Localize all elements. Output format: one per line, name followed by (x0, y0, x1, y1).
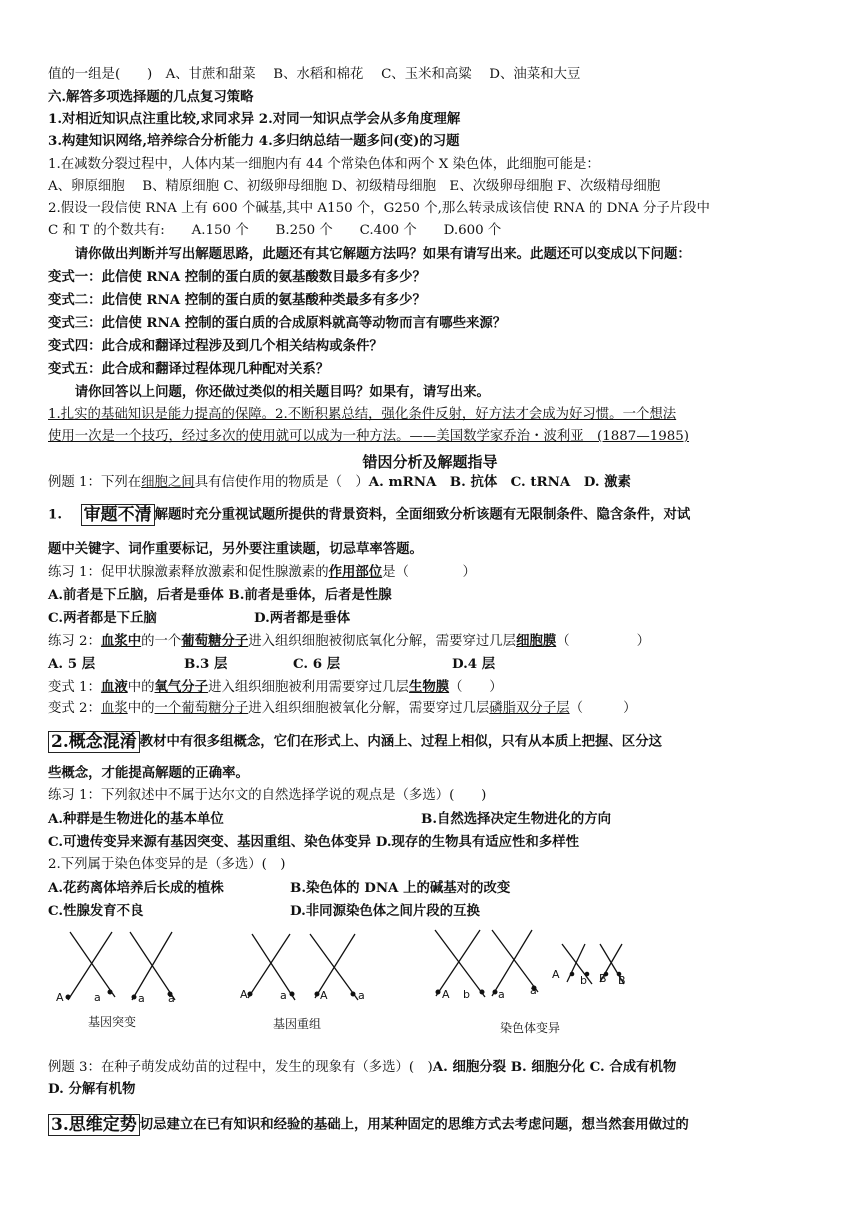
gene-locus-dot (248, 992, 253, 997)
allele-label: A (552, 968, 560, 981)
allele-label: a (280, 989, 287, 1002)
section-heading: 六.解答多项选择题的几点复习策略 (48, 89, 254, 105)
variant-2: 变式 2：血浆中的一个葡萄糖分子进入组织细胞被氧化分解，需要穿过几层磷脂双分子层（ ） (48, 701, 637, 716)
gene-locus-dot (132, 995, 137, 1000)
question-stem: 练习 1：下列叙述中不属于达尔文的自然选择学说的观点是（多选）( ) (48, 788, 487, 803)
allele-label: a (530, 984, 537, 997)
text-line: 值的一组是( ) A、甘蔗和甜菜 B、水稻和棉花 C、玉米和高粱 D、油菜和大豆 (48, 67, 581, 82)
option-line: C.性腺发育不良 D.非同源染色体之间片段的互换 (48, 903, 480, 919)
allele-label: b (580, 974, 587, 987)
variant-line: 变式四：此合成和翻译过程涉及到几个相关结构或条件？ (48, 338, 383, 354)
gene-locus-dot (493, 990, 498, 995)
gene-locus-dot (66, 995, 71, 1000)
question-stem: 2.假设一段信使 RNA 上有 600 个碱基,其中 A150 个，G250 个,那么转录成该信使 RNA 的 DNA 分子片段中 (48, 201, 710, 216)
allele-label: A (442, 988, 450, 1001)
allele-label: A (240, 988, 248, 1001)
boxed-heading: 3.思维定势 (48, 1114, 140, 1136)
boxed-heading: 审题不清 (81, 504, 155, 526)
allele-label: a (94, 991, 101, 1004)
gene-locus-dot (351, 992, 356, 997)
section-3-intro: 3.思维定势 切忌建立在已有知识和经验的基础上，用某种固定的思维方式去考虑问题，想当然套用做过的 (48, 1114, 689, 1136)
example-3-option: D. 分解有机物 (48, 1081, 136, 1097)
section-1-intro: 1. 审题不清 解题时充分重视试题所提供的背景资料，全面细致分析该题有无限制条件、隐含条件，对试 (48, 505, 691, 525)
allele-label: A (56, 991, 64, 1004)
allele-label: a (498, 988, 505, 1001)
strategy-line: 1.对相近知识点注重比较,求同求异 2.对同一知识点学会从多角度理解 (48, 111, 461, 127)
section-2-intro: 2.概念混淆 教材中有很多组概念，它们在形式上、内涵上、过程上相似，只有从本质上把握、区分这 (48, 731, 662, 753)
question-options: A、卵原细胞 B、精原细胞 C、初级卵母细胞 D、初级精母细胞 E、次级卵母细胞 F、次级精母细胞 (48, 179, 661, 194)
instruction-line: 请你做出判断并写出解题思路，此题还有其它解题方法吗？如果有请写出来。此题还可以变成以下问题： (48, 246, 691, 262)
chromatid-line (492, 930, 538, 992)
variant-line: 变式三：此信使 RNA 控制的蛋白质的合成原料就高等动物而言有哪些来源？ (48, 315, 507, 331)
option-line: A. 5 层 B.3 层 C. 6 层 D.4 层 (48, 656, 496, 672)
variant-line: 变式五：此合成和翻译过程体现几种配对关系？ (48, 361, 330, 377)
variant-line: 变式一：此信使 RNA 控制的蛋白质的氨基酸数目最多有多少？ (48, 269, 426, 285)
strategy-line: 3.构建知识网络,培养综合分析能力 4.多归纳总结一题多问(变)的习题 (48, 133, 460, 149)
question-options: C 和 T 的个数共有: A.150 个 B.250 个 C.400 个 D.600 个 (48, 223, 502, 238)
example-3: 例题 3：在种子萌发成幼苗的过程中，发生的现象有（多选）( )A. 细胞分裂 B. 细胞分化 C. 合成有机物 (48, 1059, 677, 1075)
quote-line: 1.扎实的基础知识是能力提高的保障。2.不断积累总结，强化条件反射，好方法才会成为好习惯。一个想法 (48, 407, 677, 422)
figure-caption: 染色体变异 (500, 1021, 561, 1035)
allele-label: A (320, 989, 328, 1002)
chromatid-line (492, 930, 532, 996)
allele-label: a (358, 989, 365, 1002)
section-title: 错因分析及解题指导 (362, 453, 498, 471)
option-line: C.可遗传变异来源有基因突变、基因重组、染色体变异 D.现存的生物具有适应性和多样性 (48, 834, 579, 850)
example-1: 例题 1：下列在细胞之间具有信使作用的物质是（ ）A. mRNA B. 抗体 C. tRNA D. 激素 (48, 474, 631, 490)
allele-label: a (138, 992, 145, 1005)
option-line: A.种群是生物进化的基本单位 B.自然选择决定生物进化的方向 (48, 811, 612, 827)
chromatid-line (562, 944, 592, 984)
gene-locus-dot (290, 992, 295, 997)
gene-locus-dot (570, 972, 575, 977)
quote-line: 使用一次是一个技巧，经过多次的使用就可以成为一种方法。——美国数学家乔治・波利亚 (1887—1985) (48, 429, 690, 444)
chromatid-line (252, 934, 295, 1000)
figure-caption: 基因重组 (273, 1017, 322, 1031)
gene-locus-dot (315, 992, 320, 997)
allele-label: B (618, 974, 626, 987)
boxed-heading: 2.概念混淆 (48, 731, 140, 753)
chromatid-line (68, 932, 112, 1000)
question-stem: 1.在减数分裂过程中，人体内某一细胞内有 44 个常染色体和两个 X 染色体，此细胞可能是： (48, 157, 600, 172)
gene-locus-dot (436, 990, 441, 995)
practice-1: 练习 1：促甲状腺激素释放激素和促性腺激素的作用部位是（ ） (48, 564, 476, 580)
question-stem: 2.下列属于染色体变异的是（多选）( ) (48, 857, 286, 872)
option-line: A.花药离体培养后长成的植株 B.染色体的 DNA 上的碱基对的改变 (48, 880, 511, 896)
option-line: A.前者是下丘脑，后者是垂体 B.前者是垂体，后者是性腺 (48, 587, 392, 603)
figure-caption: 基因突变 (88, 1015, 137, 1029)
practice-2: 练习 2：血浆中的一个葡萄糖分子进入组织细胞被彻底氧化分解，需要穿过几层细胞膜（ ） (48, 633, 650, 649)
option-line: C.两者都是下丘脑 D.两者都是垂体 (48, 610, 351, 626)
chromosome-variation-diagram (40, 922, 660, 1042)
chromatid-line (132, 932, 172, 1000)
allele-label: b (463, 988, 470, 1001)
variant-1: 变式 1：血液中的氧气分子进入组织细胞被利用需要穿过几层生物膜（ ） (48, 679, 503, 695)
allele-label: B (599, 972, 607, 985)
section-1-body: 题中关键字、词作重要标记，另外要注重读题，切忌草率答题。 (48, 541, 423, 557)
instruction-line: 请你回答以上问题，你还做过类似的相关题目吗？如果有，请写出来。 (48, 384, 490, 400)
variant-line: 变式二：此信使 RNA 控制的蛋白质的氨基酸种类最多有多少？ (48, 292, 426, 308)
gene-locus-dot (480, 990, 485, 995)
section-2-body: 些概念，才能提高解题的正确率。 (48, 765, 249, 781)
gene-locus-dot (108, 990, 113, 995)
allele-label: a (168, 992, 175, 1005)
